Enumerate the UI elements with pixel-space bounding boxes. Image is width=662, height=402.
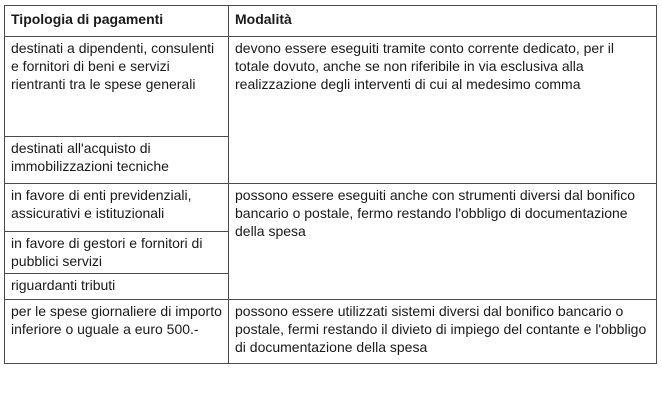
table-row xyxy=(5,184,657,300)
header-modalita: Modalità xyxy=(229,6,657,37)
header-tipologia: Tipologia di pagamenti xyxy=(5,6,229,37)
table-row xyxy=(5,37,657,184)
payment-type: in favore di gestori e fornitori di pubblici servizi xyxy=(5,232,228,274)
page-top-margin xyxy=(0,0,662,4)
payment-type: riguardanti tributi xyxy=(11,277,116,293)
mode-cell: possono essere eseguiti anche con strumenti diversi dal bonifico bancario o postale, fermo restando l'obbligo di documentazione della spesa xyxy=(229,184,657,300)
payment-type: destinati a dipendenti, consulenti e fornitori di beni e servizi rientranti tra le spese generali xyxy=(5,37,228,137)
mode-cell: possono essere utilizzati sistemi diversi dal bonifico bancario o postale, fermi restando il divieto di impiego del contante e l'obbligo di documentazione della spesa xyxy=(229,300,657,364)
payment-type: destinati all'acquisto di immobilizzazioni tecniche xyxy=(11,140,169,174)
table-header-row xyxy=(5,6,657,37)
types-cell xyxy=(5,37,229,184)
payment-type: per le spese giornaliere di importo inferiore o uguale a euro 500.- xyxy=(5,300,229,364)
types-cell xyxy=(5,184,229,300)
table-row xyxy=(5,300,657,364)
mode-cell: devono essere eseguiti tramite conto corrente dedicato, per il totale dovuto, anche se non riferibile in via esclusiva alla realizzazione degli interventi di cui al medesimo comma xyxy=(229,37,657,184)
payment-type: in favore di enti previdenziali, assicurativi e istituzionali xyxy=(5,184,228,232)
payments-table xyxy=(4,5,657,364)
